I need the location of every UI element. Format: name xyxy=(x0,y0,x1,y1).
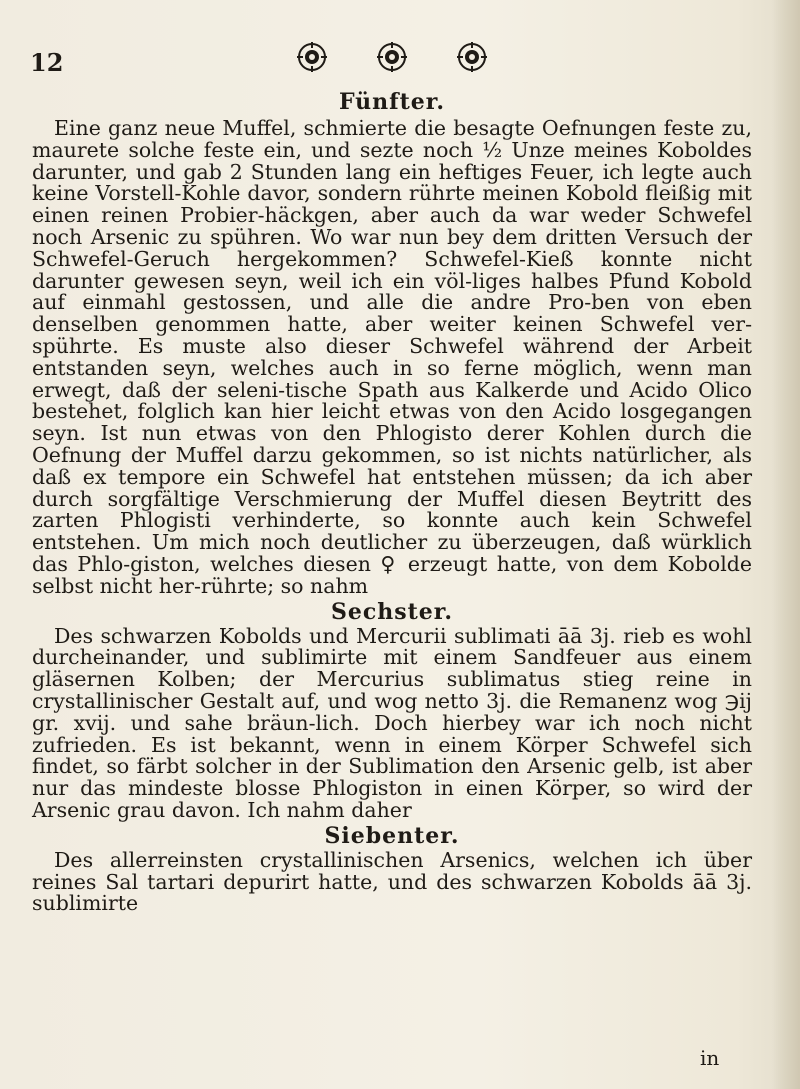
page-text xyxy=(32,88,752,915)
section-heading: Sechster. xyxy=(330,598,454,625)
ornament-icon xyxy=(375,40,409,74)
section-heading: Siebenter. xyxy=(324,822,460,849)
section-paragraph: Eine ganz neue Muffel, schmierte die besagte Oefnungen feste zu, maurete solche feste ein, und sezte noch ½ Unze meines Koboldes darunter, und gab 2 Stunden lang ein heftiges Feuer, ich legte auch keine Vorstell-Kohle davor, sondern rührte meinen Kobold fleißig mit einen reinen Probier-häckgen, aber auch da war weder Schwefel noch Arsenic zu spühren. Wo war nun bey dem dritten Versuch der Schwefel-Geruch hergekommen? Schwefel-Kieß konnte nicht darunter gewesen seyn, weil ich ein völ-liges halbes Pfund Kobold auf einmahl gestossen, und alle die andre Pro-ben von eben denselben genommen hatte, aber weiter keinen Schwefel ver-spührte. Es muste also dieser Schwefel während der Arbeit entstanden seyn, welches auch in so ferne möglich, wenn man erwegt, daß der seleni-tische Spath aus Kalkerde und Acido Olico bestehet, folglich kan hier leicht etwas von den Acido losgegangen seyn. Ist nun etwas von den Phlogisto derer Kohlen durch die Oefnung der Muffel darzu gekommen, so ist nichts natürlicher, als daß ex tempore ein Schwefel hat entstehen müssen; da ich aber durch sorgfältige Verschmierung der Muffel diesen Beytritt des zarten Phlogisti verhinderte, so konnte auch kein Schwefel entstehen. Um mich noch deutlicher zu überzeugen, daß würklich das Phlo-giston, welches diesen ♀ erzeugt hatte, von dem Kobolde selbst nicht her-rührte; so nahm xyxy=(32,116,752,598)
ornament-icon xyxy=(455,40,489,74)
section-heading: Fünfter. xyxy=(338,89,446,115)
ornament-icon xyxy=(295,40,329,74)
page-number: 12 xyxy=(30,48,64,77)
page-edge-shadow xyxy=(772,0,800,1089)
section-paragraph: Des schwarzen Kobolds und Mercurii sublimati āā 3j. rieb es wohl durcheinander, und sublimirte mit einem Sandfeuer aus einem gläsernen Kolben; der Mercurius sublimatus stieg reine in crystallinischer Gestalt auf, und wog netto 3j. die Remanenz wog ℈ij gr. xvij. und sahe bräun-lich. Doch hierbey war ich noch nicht zufrieden. Es ist bekannt, wenn in einem Körper Schwefel sich findet, so färbt solcher in der Sublimation den Arsenic gelb, ist aber nur das mindeste blosse Phlogiston in einen Körper, so wird der Arsenic grau davon. Ich nahm daher xyxy=(32,623,752,822)
page-header xyxy=(30,40,730,80)
section-paragraph: Des allerreinsten crystallinischen Arsenics, welchen ich über reines Sal tartari depurirt hatte, und des schwarzen Kobolds āā 3j. sublimirte xyxy=(32,847,752,916)
catchword: in xyxy=(700,1046,720,1070)
